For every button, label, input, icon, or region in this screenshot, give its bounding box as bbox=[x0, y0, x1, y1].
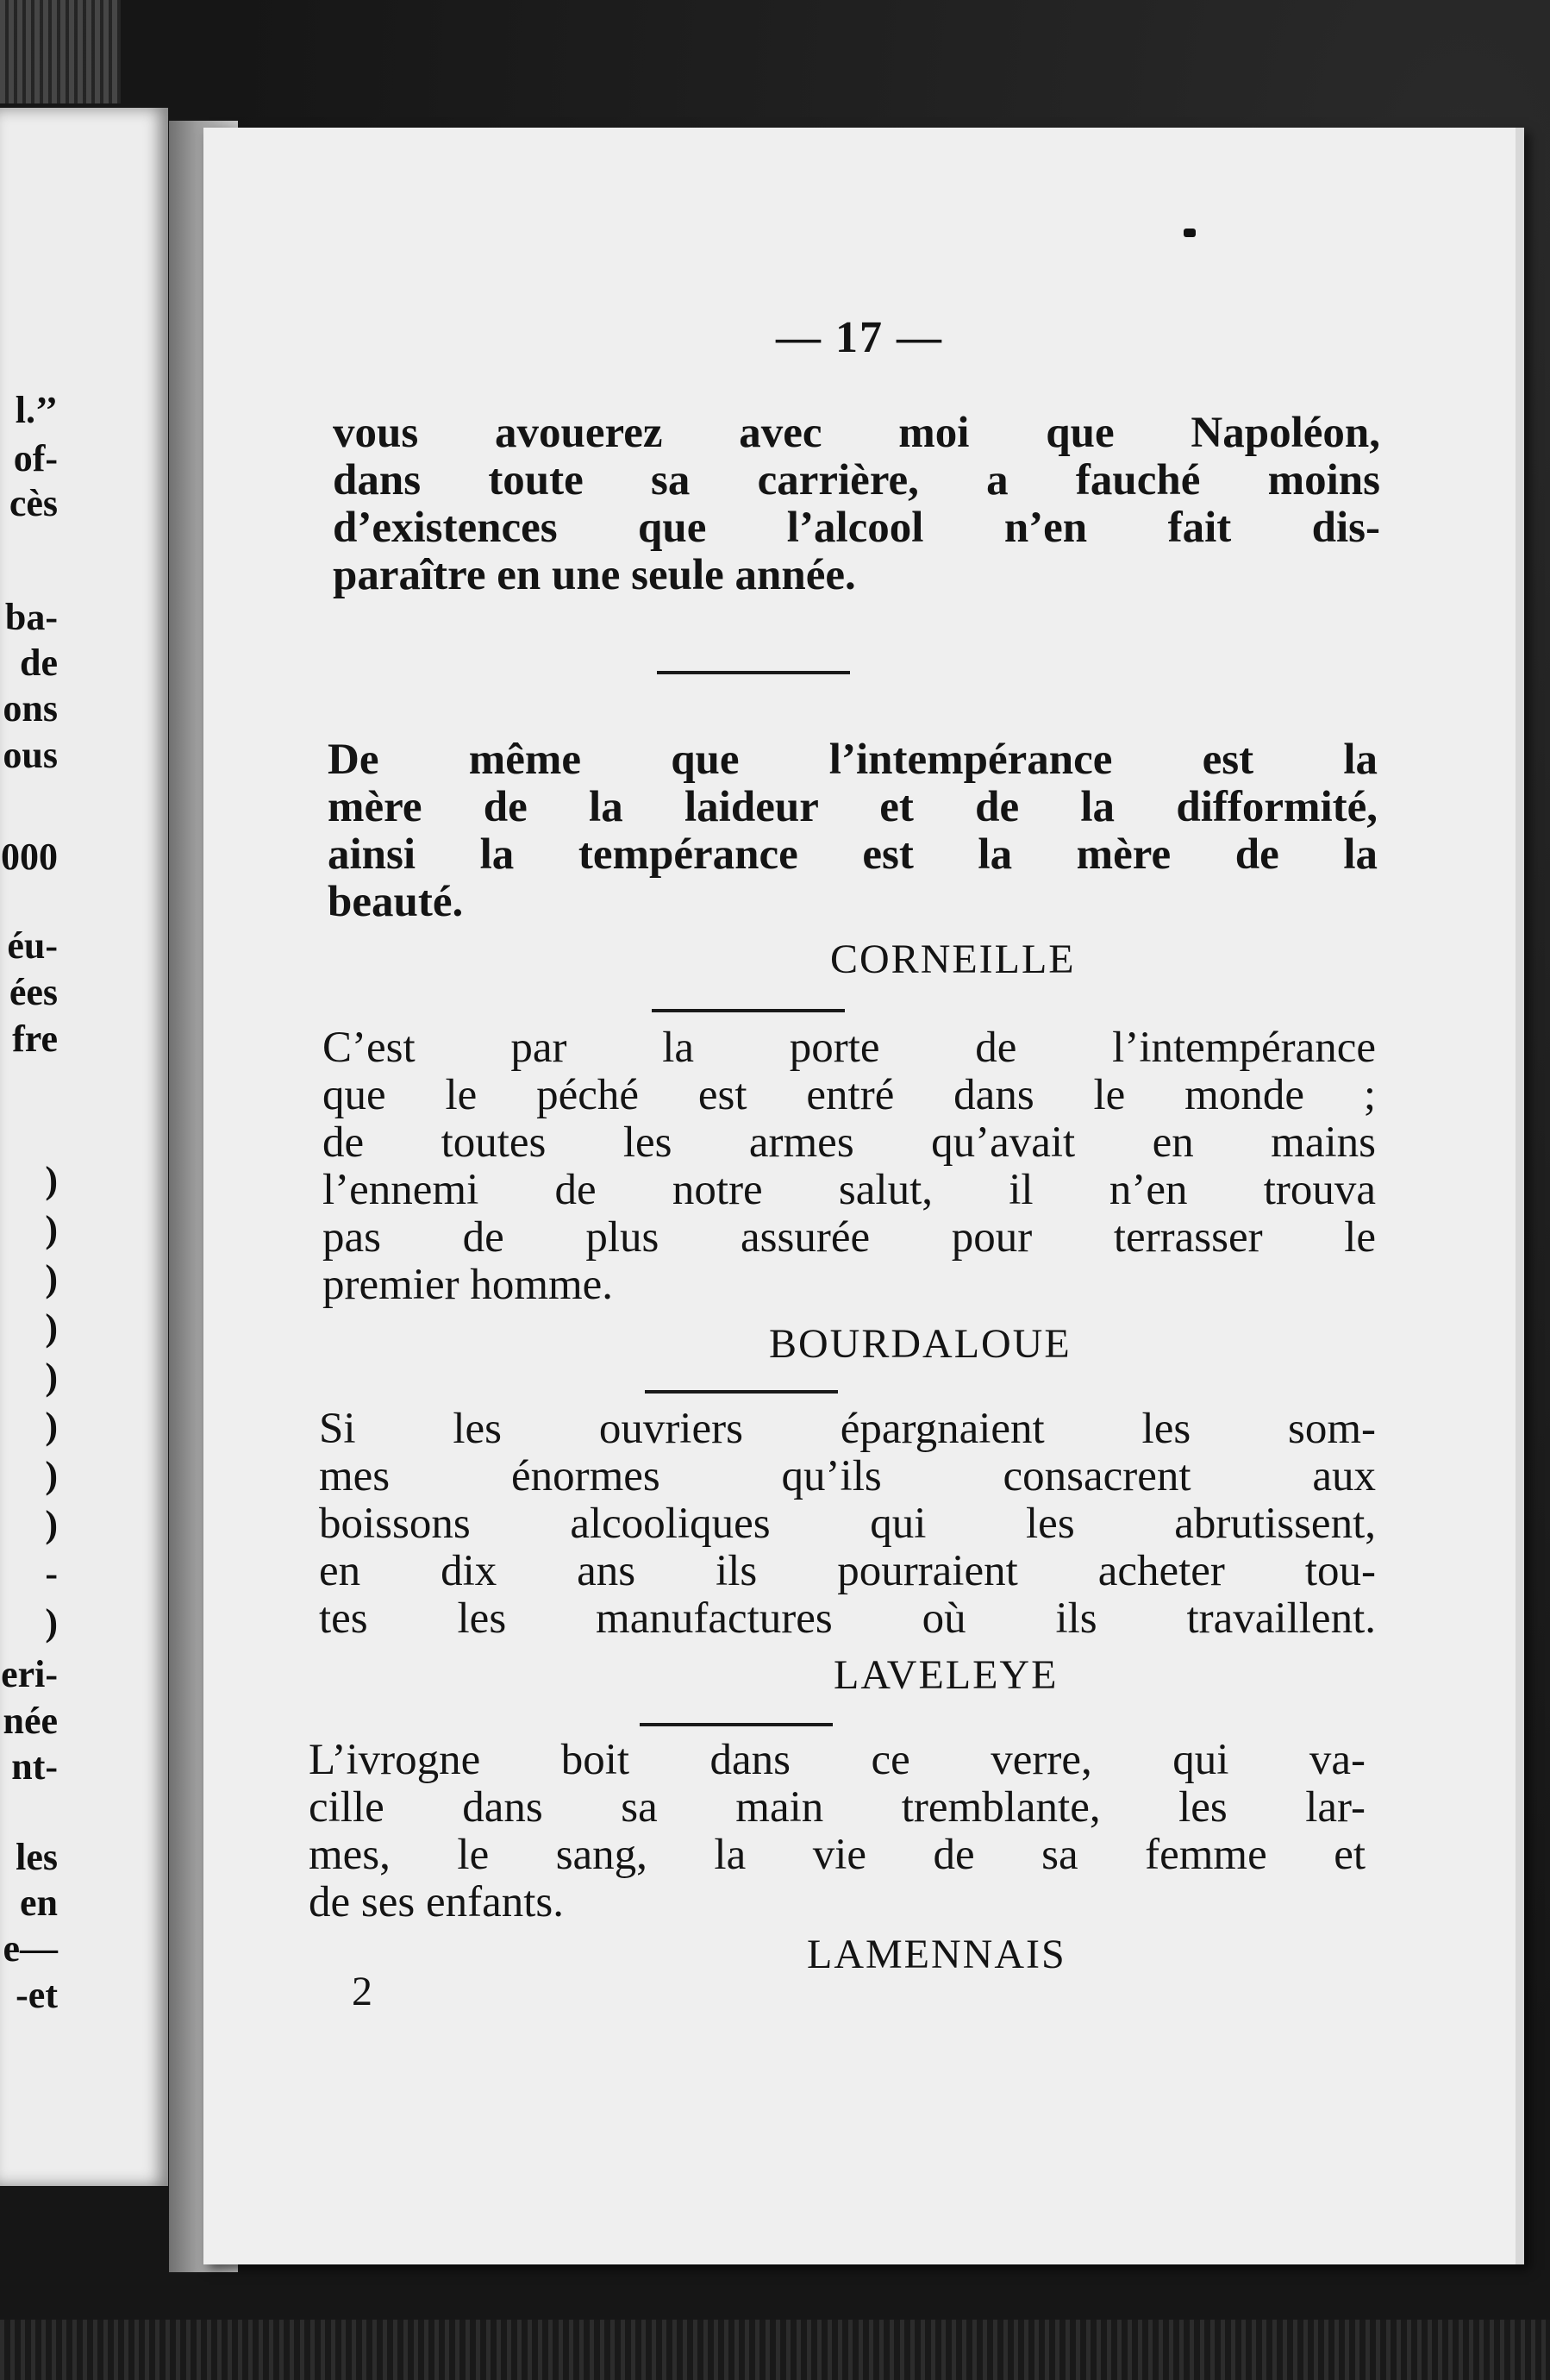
signature-mark: 2 bbox=[352, 1969, 372, 2014]
ink-speck bbox=[1184, 229, 1196, 237]
left-fragment: ) bbox=[45, 1405, 58, 1447]
text-line: paraître en une seule année. bbox=[333, 551, 856, 599]
left-fragment: eri- bbox=[1, 1653, 58, 1695]
text-line: De même que l’intempérance est la bbox=[328, 736, 1378, 784]
section-divider bbox=[657, 671, 850, 674]
left-fragment: ba- bbox=[4, 596, 58, 638]
quote-paragraph bbox=[322, 1024, 1376, 1309]
left-fragment: les bbox=[16, 1836, 58, 1878]
section-divider bbox=[652, 1009, 845, 1012]
page-edge-texture bbox=[0, 0, 121, 103]
quote-paragraph bbox=[319, 1406, 1376, 1643]
bottom-edge-texture bbox=[0, 2320, 1550, 2380]
section-divider bbox=[640, 1723, 833, 1726]
text-line: mes énormes qu’ils consacrent aux bbox=[319, 1452, 1376, 1500]
left-fragment: l.’’ bbox=[15, 389, 58, 431]
text-line: boissons alcooliques qui les abrutissent, bbox=[319, 1500, 1376, 1548]
text-line: en dix ans ils pourraient acheter tou- bbox=[319, 1547, 1376, 1595]
left-fragment: -et bbox=[16, 1974, 58, 2016]
text-line: que le péché est entré dans le monde ; bbox=[322, 1071, 1376, 1119]
quote-author: LAMENNAIS bbox=[807, 1932, 1066, 1977]
left-fragment: nt- bbox=[11, 1745, 58, 1788]
left-fragment: ) bbox=[45, 1601, 58, 1644]
left-fragment: ) bbox=[45, 1356, 58, 1398]
text-line: C’est par la porte de l’intempérance bbox=[322, 1024, 1376, 1072]
text-line: dans toute sa carrière, a fauché moins bbox=[333, 456, 1380, 504]
text-line: vous avouerez avec moi que Napoléon, bbox=[333, 409, 1380, 457]
left-fragment: éu- bbox=[7, 924, 58, 967]
section-divider bbox=[645, 1390, 838, 1394]
left-fragment: ) bbox=[45, 1503, 58, 1545]
intro-paragraph bbox=[333, 410, 1380, 599]
left-fragment: ées bbox=[9, 971, 58, 1013]
left-fragment: of- bbox=[13, 437, 58, 479]
left-fragment: - bbox=[45, 1552, 58, 1594]
left-fragment: née bbox=[3, 1700, 58, 1742]
text-line: ainsi la tempérance est la mère de la bbox=[328, 830, 1378, 879]
quote-paragraph bbox=[309, 1737, 1366, 1926]
text-line: tes les manufactures où ils travaillent. bbox=[319, 1594, 1376, 1643]
text-line: pas de plus assurée pour terrasser le bbox=[322, 1213, 1376, 1262]
text-line: de toutes les armes qu’avait en mains bbox=[322, 1118, 1376, 1167]
text-line: premier homme. bbox=[322, 1261, 614, 1309]
text-line: d’existences que l’alcool n’en fait dis- bbox=[333, 504, 1380, 552]
left-fragment: ) bbox=[45, 1257, 58, 1300]
quote-paragraph bbox=[328, 736, 1378, 926]
page-number: — 17 — bbox=[776, 313, 943, 362]
left-fragment: ons bbox=[3, 687, 58, 730]
text-line: Si les ouvriers épargnaient les som- bbox=[319, 1405, 1376, 1453]
left-fragment: en bbox=[20, 1882, 58, 1924]
text-line: mes, le sang, la vie de sa femme et bbox=[309, 1831, 1366, 1879]
left-fragment: ) bbox=[45, 1454, 58, 1496]
quote-author: BOURDALOUE bbox=[769, 1321, 1072, 1367]
text-line: L’ivrogne boit dans ce verre, qui va- bbox=[309, 1736, 1366, 1784]
text-line: l’ennemi de notre salut, il n’en trouva bbox=[322, 1166, 1376, 1214]
right-page bbox=[203, 128, 1524, 2264]
left-page bbox=[0, 108, 168, 2186]
quote-author: CORNEILLE bbox=[830, 936, 1076, 982]
left-fragment: e— bbox=[3, 1927, 58, 1970]
left-fragment: ous bbox=[3, 734, 58, 776]
left-fragment: ) bbox=[45, 1159, 58, 1201]
text-line: cille dans sa main tremblante, les lar- bbox=[309, 1783, 1366, 1832]
left-fragment: fre bbox=[12, 1018, 58, 1060]
left-fragment: ) bbox=[45, 1306, 58, 1349]
left-fragment: de bbox=[20, 642, 58, 684]
quote-author: LAVELEYE bbox=[834, 1652, 1059, 1698]
text-line: mère de la laideur et de la difformité, bbox=[328, 783, 1378, 831]
left-fragment: 000 bbox=[1, 836, 58, 878]
left-fragment: ) bbox=[45, 1208, 58, 1250]
text-line: de ses enfants. bbox=[309, 1878, 564, 1926]
text-line: beauté. bbox=[328, 878, 464, 926]
left-fragment: cès bbox=[9, 482, 58, 524]
